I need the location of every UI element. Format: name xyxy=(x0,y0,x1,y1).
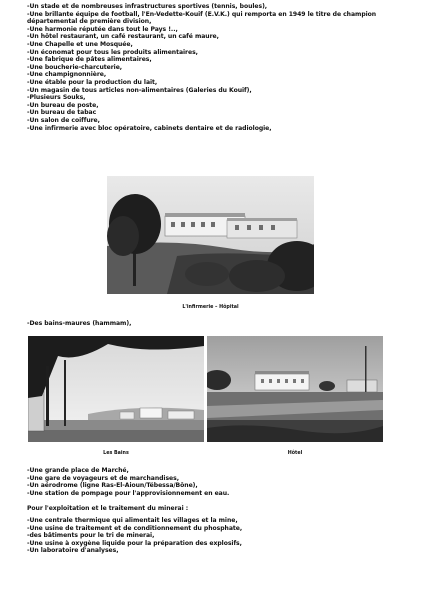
baths-caption: Les Bains xyxy=(103,451,129,456)
hotel-caption: Hôtel xyxy=(287,451,303,456)
list-item: -Une infirmerie avec bloc opératoire, cabinets dentaire et de radiologie, xyxy=(27,124,272,132)
infirmary-caption: L'infirmerie – Hôpital xyxy=(182,305,239,310)
list-item: -Une harmonie réputée dans tout le Pays !.., xyxy=(27,25,178,33)
list-item: -Une étable pour la production du lait, xyxy=(27,79,158,86)
list-item: -Une centrale thermique qui alimentait les villages et la mine, xyxy=(27,517,238,524)
infirmary-photo xyxy=(107,176,314,294)
hotel-photo xyxy=(207,336,383,442)
list-item: -Une boucherie-charcuterie, xyxy=(27,63,123,71)
list-item: -Un hôtel restaurant, un café restaurant, un café maure, xyxy=(27,33,219,41)
list-item: -Un bureau de tabac xyxy=(27,109,97,117)
list-item: -Un magasin de tous articles non-alimentaires (Galeries du Kouif), xyxy=(27,86,252,94)
list-item: -Une fabrique de pâtes alimentaires, xyxy=(27,56,152,64)
list-item: départemental de première division, xyxy=(27,18,152,26)
list-item: -Une usine de traitement et de conditionnement du phosphate, xyxy=(27,524,243,532)
list-item: -Plusieurs Souks, xyxy=(27,94,86,102)
section-title: Pour l'exploitation et le traitement du minerai : xyxy=(27,505,189,512)
list-item: -Une Chapelle et une Mosquée, xyxy=(27,41,133,48)
list-item: -Une usine à oxygène liquide pour la préparation des explosifs, xyxy=(27,539,242,547)
list-item: -Une champignonnière, xyxy=(27,71,107,79)
list-item: -Une station de pompage pour l'approvisionnement en eau. xyxy=(27,489,230,497)
list-item: -Un bureau de poste, xyxy=(27,101,99,109)
baths-photo xyxy=(28,336,204,442)
hammam-line: -Des bains-maures (hammam), xyxy=(27,320,132,327)
list-item: -Un stade et de nombreuses infrastructures sportives (tennis, boules), xyxy=(27,3,268,10)
list-item: -Un économat pour tous les produits alimentaires, xyxy=(27,48,198,56)
list-item: -Une grande place de Marché, xyxy=(27,467,129,474)
list-item: -Un aérodrome (ligne Ras-El-Aioun/Tébessa/Bône), xyxy=(27,482,198,490)
list-item: -des bâtiments pour le tri de minerai, xyxy=(27,532,155,540)
list-item: -Un laboratoire d'analyses, xyxy=(27,547,119,555)
list-item: -Une brillante équipe de football, l'En-Vedette-Kouif (E.V.K.) qui remporta en 1949 le titre de champion xyxy=(27,10,377,18)
list-item: -Un salon de coiffure, xyxy=(27,117,100,124)
list-item: -Une gare de voyageurs et de marchandises, xyxy=(27,474,179,482)
